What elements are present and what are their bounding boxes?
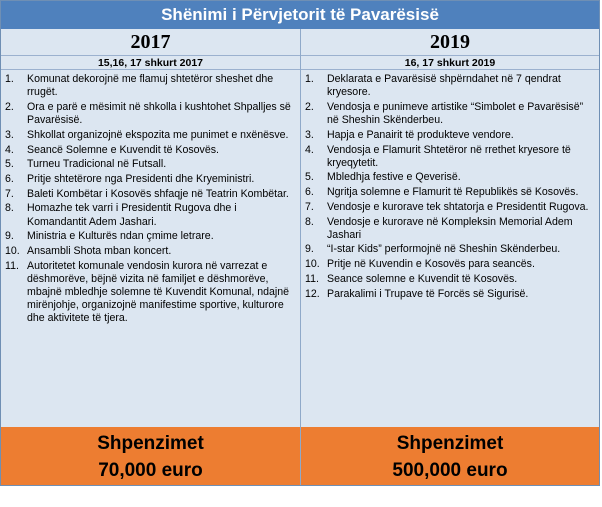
list-item xyxy=(5,230,296,243)
list-item-number: 6. xyxy=(5,172,14,185)
list-item-number: 7. xyxy=(305,200,314,213)
cost-value-2019: 500,000 euro xyxy=(392,460,508,481)
list-item xyxy=(5,73,296,99)
list-item-text: “I-star Kids” performojnë në Sheshin Skënderbeu. xyxy=(327,243,561,256)
cost-label-2017: Shpenzimet xyxy=(97,433,204,454)
list-item-number: 4. xyxy=(305,143,314,156)
list-item xyxy=(305,186,595,199)
list-item-text: Shkollat organizojnë ekspozita me punimet e nxënësve. xyxy=(27,128,289,141)
list-item-text: Vendosja e punimeve artistike “Simbolet e Pavarësisë” në Sheshin Skënderbeu. xyxy=(327,100,584,127)
list-item xyxy=(305,216,595,242)
list-item-number: 11. xyxy=(5,259,19,272)
list-item-text: Hapja e Panairit të produkteve vendore. xyxy=(327,128,514,141)
list-item-number: 12. xyxy=(305,287,320,300)
date-2017: 15,16, 17 shkurt 2017 xyxy=(1,55,300,70)
list-item-number: 8. xyxy=(305,215,314,228)
list-item-number: 7. xyxy=(5,187,14,200)
list-item-number: 1. xyxy=(5,73,14,85)
activities-column-2019 xyxy=(301,69,599,427)
list-item xyxy=(305,171,595,184)
list-item-number: 10. xyxy=(5,244,20,257)
activity-list-2019 xyxy=(301,70,599,301)
list-item-number: 5. xyxy=(5,158,14,171)
list-item-number: 2. xyxy=(305,100,314,113)
list-item-text: Autoritetet komunale vendosin kurora në varrezat e dëshmorëve, bëjnë vizita në familjet e dëshmorëve, mbajnë mbledhje solemne të Kuvendit Komunal, ndajnë mirënjohje, organizojnë manifestime sportive, kulturore dhe aktivitete të tjera. xyxy=(27,259,290,325)
list-item xyxy=(5,173,296,186)
list-item xyxy=(305,201,595,214)
table-title: Shënimi i Përvjetorit të Pavarësisë xyxy=(1,1,599,29)
date-2019: 16, 17 shkurt 2019 xyxy=(301,55,599,70)
list-item xyxy=(5,158,296,171)
list-item-number: 5. xyxy=(305,171,314,184)
list-item-text: Deklarata e Pavarësisë shpërndahet në 7 qendrat kryesore. xyxy=(327,73,561,99)
year-header-2017: 2017 xyxy=(1,29,300,55)
list-item-number: 1. xyxy=(305,73,314,85)
list-item xyxy=(5,144,296,157)
list-item xyxy=(5,202,296,228)
list-item xyxy=(5,129,296,142)
list-item-text: Parakalimi i Trupave të Forcës së Sigurisë. xyxy=(327,287,529,300)
list-item-text: Ngritja solemne e Flamurit të Republikës së Kosovës. xyxy=(327,186,579,199)
list-item xyxy=(305,101,595,127)
list-item-number: 8. xyxy=(5,202,14,215)
list-item-text: Vendosja e Flamurit Shtetëror në rrethet kryesore të kryeqytetit. xyxy=(327,143,571,169)
list-item-text: Ministria e Kulturës ndan çmime letrare. xyxy=(27,230,214,243)
list-item-text: Vendosje e kurorave në Kompleksin Memorial Adem Jashari xyxy=(327,215,573,241)
cost-label-2019: Shpenzimet xyxy=(396,433,504,454)
list-item xyxy=(305,288,595,301)
list-item-number: 3. xyxy=(305,128,314,141)
list-item-number: 11. xyxy=(305,272,319,285)
list-item xyxy=(305,129,595,142)
list-item xyxy=(305,73,595,99)
list-item xyxy=(305,243,595,256)
list-item-text: Pritje shtetërore nga Presidenti dhe Kryeministri. xyxy=(27,172,255,185)
cost-cell-2019 xyxy=(301,427,599,485)
list-item-number: 9. xyxy=(305,243,314,256)
activity-list-2017 xyxy=(1,70,300,326)
cost-cell-2017 xyxy=(1,427,300,485)
list-item-text: Ansambli Shota mban koncert. xyxy=(27,244,172,257)
list-item-number: 6. xyxy=(305,186,314,199)
list-item-text: Homazhe tek varri i Presidentit Rugova dhe i Komandantit Adem Jashari. xyxy=(27,202,237,228)
list-item xyxy=(5,260,296,326)
list-item xyxy=(305,144,595,170)
activities-column-2017 xyxy=(1,69,300,427)
cost-value-2017: 70,000 euro xyxy=(98,460,203,481)
list-item-text: Vendosje e kurorave tek shtatorja e Presidentit Rugova. xyxy=(327,200,589,213)
list-item-number: 9. xyxy=(5,230,14,243)
list-item-number: 4. xyxy=(5,143,14,156)
year-header-2019: 2019 xyxy=(301,29,599,55)
list-item-number: 10. xyxy=(305,258,320,271)
list-item-text: Seance solemne e Kuvendit të Kosovës. xyxy=(327,272,518,285)
list-item-number: 3. xyxy=(5,128,14,141)
list-item xyxy=(5,245,296,258)
list-item-text: Pritje në Kuvendin e Kosovës para seancës. xyxy=(327,258,535,271)
list-item-text: Mbledhja festive e Qeverisë. xyxy=(327,171,461,184)
list-item-text: Komunat dekorojnë me flamuj shtetëror sheshet dhe rrugët. xyxy=(27,73,274,99)
list-item-text: Seancë Solemne e Kuvendit të Kosovës. xyxy=(27,143,219,156)
list-item-text: Baleti Kombëtar i Kosovës shfaqje në Teatrin Kombëtar. xyxy=(27,187,289,200)
list-item-text: Turneu Tradicional në Futsall. xyxy=(27,158,167,171)
list-item-number: 2. xyxy=(5,100,14,113)
list-item xyxy=(305,273,595,286)
list-item xyxy=(5,188,296,201)
list-item xyxy=(305,258,595,271)
list-item xyxy=(5,101,296,127)
list-item-text: Ora e parë e mësimit në shkolla i kushtohet Shpalljes së Pavarësisë. xyxy=(27,100,291,127)
column-divider xyxy=(300,29,301,485)
